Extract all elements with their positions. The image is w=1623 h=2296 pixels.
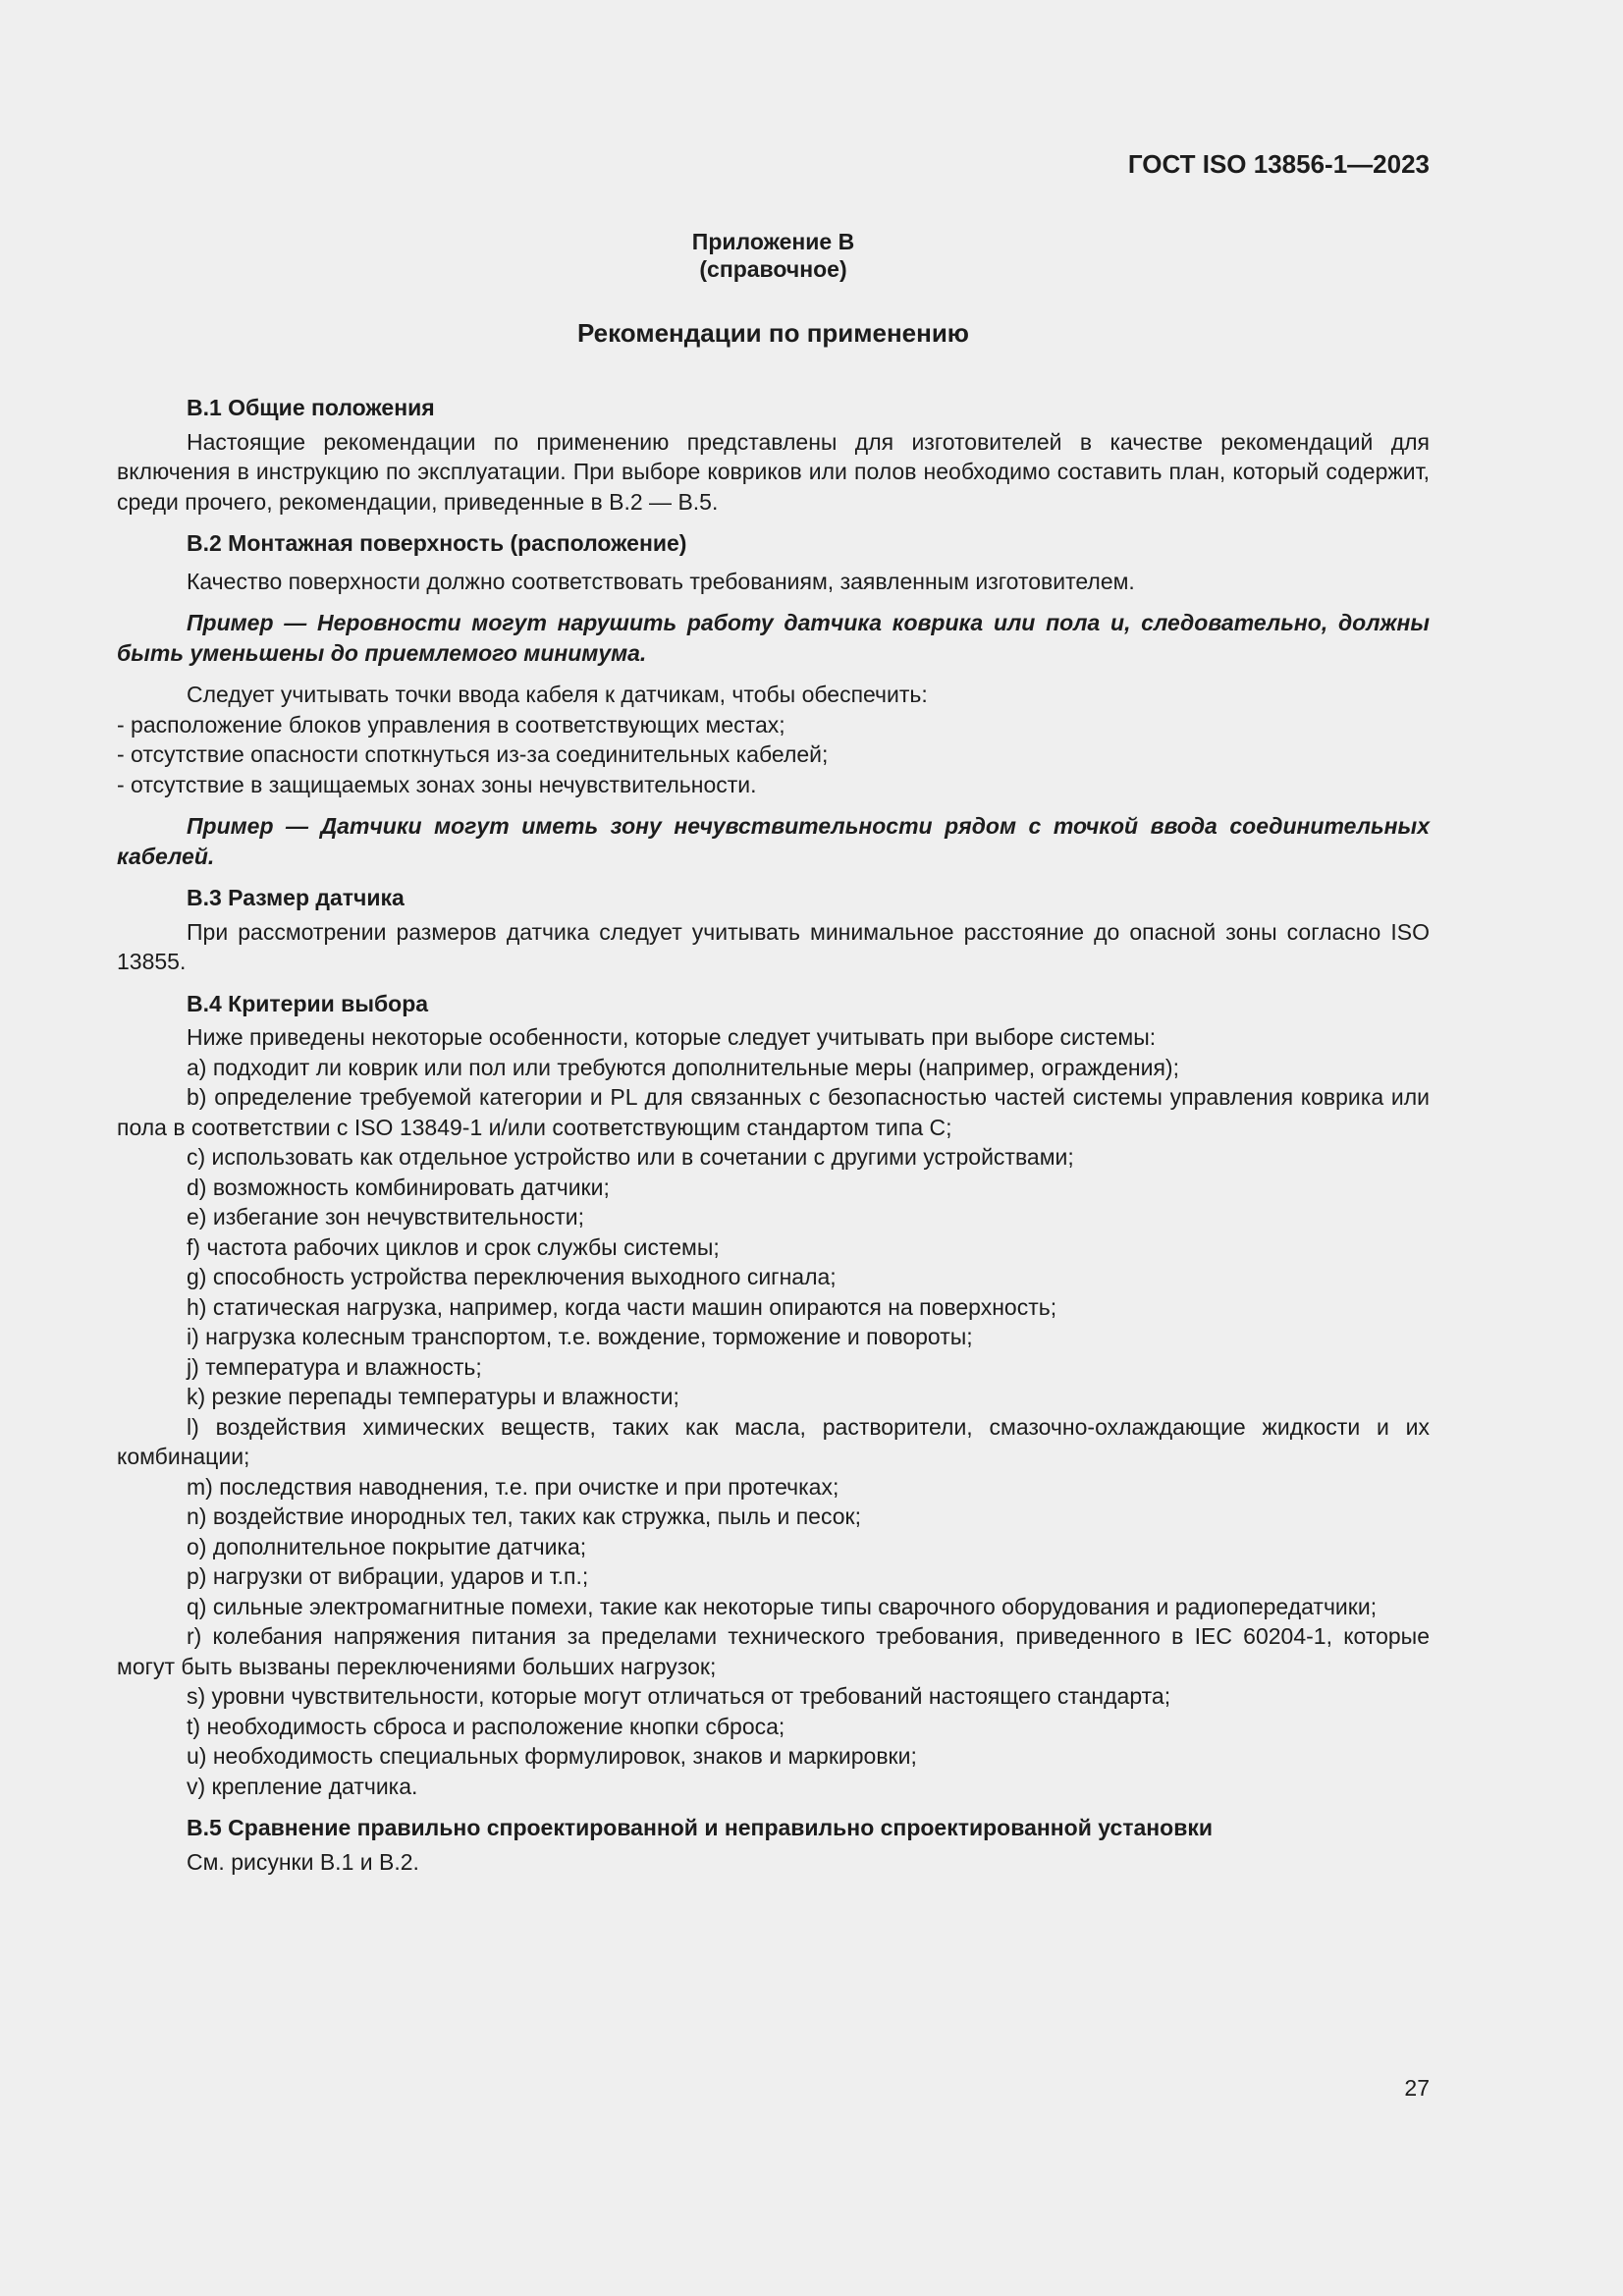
annex-type: (справочное) (699, 256, 847, 282)
example-b2-unevenness: Пример — Неровности могут нарушить работу датчика коврика или пола и, следовательно, должны быть уменьшены до приемлемого минимума. (117, 610, 1430, 666)
document-body (117, 393, 1430, 1877)
list-item: - отсутствие в защищаемых зонах зоны нечувствительности. (117, 771, 757, 797)
list-item: t) необходимость сброса и расположение кнопки сброса; (187, 1713, 785, 1739)
section-heading-b5: В.5 Сравнение правильно спроектированной и неправильно спроектированной установки (187, 1815, 1214, 1840)
list-item: p) нагрузки от вибрации, ударов и т.п.; (187, 1563, 589, 1589)
list-item: l) воздействия химических веществ, таких как масла, растворители, смазочно-охлаждающие жидкости и их комбинации; (117, 1413, 1430, 1469)
document-code: ГОСТ ISO 13856-1—2023 (1127, 149, 1430, 179)
annex-heading (117, 228, 1430, 283)
list-item: n) воздействие инородных тел, таких как стружка, пыль и песок; (187, 1503, 861, 1529)
list-item: u) необходимость специальных формулировок, знаков и маркировки; (187, 1743, 917, 1769)
list-item: b) определение требуемой категории и PL для связанных с безопасностью частей системы управления коврика или пола в соответствии с ISO 13849-1 и/или соответствующим стандартом типа С; (117, 1084, 1430, 1140)
paragraph-b2-surface: Качество поверхности должно соответствовать требованиям, заявленным изготовителем. (187, 568, 1135, 594)
list-item: c) использовать как отдельное устройство или в сочетании с другими устройствами; (187, 1144, 1074, 1170)
annex-label: Приложение В (691, 229, 855, 254)
paragraph-b1: Настоящие рекомендации по применению представлены для изготовителей в качестве рекомендаций для включения в инструкцию по эксплуатации. При выборе ковриков или полов необходимо составить план, который содержит, среди прочего, рекомендации, приведенные в В.2 — В.5. (117, 428, 1430, 515)
section-heading-b2: В.2 Монтажная поверхность (расположение) (187, 530, 687, 556)
list-item: h) статическая нагрузка, например, когда части машин опираются на поверхность; (187, 1293, 1057, 1320)
list-item: v) крепление датчика. (187, 1773, 418, 1799)
page-number: 27 (1404, 2075, 1430, 2101)
paragraph-b4-intro: Ниже приведены некоторые особенности, которые следует учитывать при выборе системы: (187, 1024, 1157, 1050)
annex-title: Рекомендации по применению (576, 318, 970, 348)
list-item: o) дополнительное покрытие датчика; (187, 1533, 587, 1559)
example-b2-dead-zone: Пример — Датчики могут иметь зону нечувствительности рядом с точкой ввода соединительных кабелей. (117, 813, 1430, 869)
list-item: q) сильные электромагнитные помехи, такие как некоторые типы сварочного оборудования и радиопередатчики; (187, 1593, 1378, 1619)
list-item: g) способность устройства переключения выходного сигнала; (187, 1264, 837, 1289)
list-item: - расположение блоков управления в соответствующих местах; (117, 711, 785, 738)
list-item: s) уровни чувствительности, которые могут отличаться от требований настоящего стандарта; (187, 1683, 1171, 1709)
paragraph-b5: См. рисунки В.1 и В.2. (187, 1848, 419, 1875)
list-item: k) резкие перепады температуры и влажности; (187, 1384, 679, 1409)
list-item: a) подходит ли коврик или пол или требуются дополнительные меры (например, ограждения); (187, 1054, 1179, 1080)
section-heading-b3: В.3 Размер датчика (187, 885, 405, 910)
paragraph-b3: При рассмотрении размеров датчика следует учитывать минимальное расстояние до опасной зоны согласно ISO 13855. (117, 918, 1430, 974)
list-item: r) колебания напряжения питания за пределами технического требования, приведенного в IEC 60204-1, которые могут быть вызваны переключениями больших нагрузок; (117, 1623, 1430, 1679)
list-item: i) нагрузка колесным транспортом, т.е. вождение, торможение и повороты; (187, 1324, 973, 1349)
list-item: m) последствия наводнения, т.е. при очистке и при протечках; (187, 1473, 839, 1500)
list-item: - отсутствие опасности споткнуться из-за соединительных кабелей; (117, 741, 829, 767)
section-heading-b1: В.1 Общие положения (187, 395, 435, 420)
section-heading-b4: В.4 Критерии выбора (187, 990, 429, 1016)
list-item: d) возможность комбинировать датчики; (187, 1174, 610, 1200)
list-item: f) частота рабочих циклов и срок службы системы; (187, 1233, 720, 1260)
list-item: j) температура и влажность; (187, 1353, 482, 1380)
list-item: e) избегание зон нечувствительности; (187, 1204, 585, 1230)
paragraph-b2-cable-entry: Следует учитывать точки ввода кабеля к датчикам, чтобы обеспечить: (187, 682, 928, 707)
